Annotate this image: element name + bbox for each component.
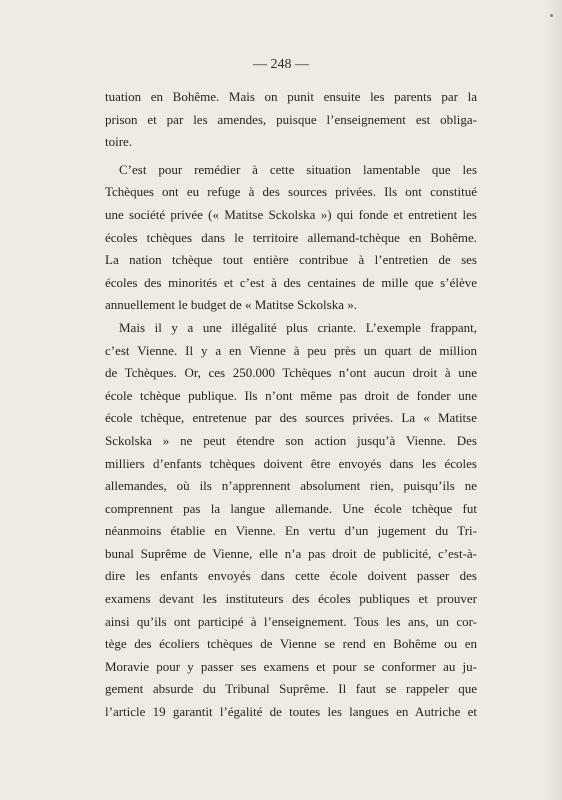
page-number: — 248 — xyxy=(253,57,309,72)
page-edge-shadow xyxy=(544,0,562,800)
text-line: toire. xyxy=(105,134,133,150)
text-line: prison et par les amendes, puisque l’enseignement est obliga- xyxy=(105,111,477,127)
text-line: écoles tchèques dans le territoire allemand-tchèque en Bohême. xyxy=(105,229,477,245)
text-line: Tchèques ont eu refuge à des sources privées. Ils ont constitué xyxy=(105,184,477,200)
text-line: Moravie pour y passer ses examens et pour se conformer au ju- xyxy=(105,658,477,674)
text-line: annuellement le budget de « Matitse Sckolska ». xyxy=(105,297,357,313)
text-line: dire les enfants envoyés dans cette école doivent passer des xyxy=(105,568,477,584)
text-line: gement absurde du Tribunal Suprême. Il faut se rappeler que xyxy=(105,681,477,697)
text-line: de Tchèques. Or, ces 250.000 Tchèques n’ont aucun droit à une xyxy=(105,365,477,381)
text-line: c’est Vienne. Il y a en Vienne à peu près un quart de million xyxy=(105,342,477,358)
text-line: ainsi qu’ils ont participé à l’enseignement. Tous les ans, un cor- xyxy=(105,613,477,629)
page-speck xyxy=(550,14,553,17)
body-text xyxy=(105,86,477,724)
text-line: milliers d’enfants tchèques doivent être envoyés dans les écoles xyxy=(105,455,477,471)
text-line: une société privée (« Matitse Sckolska ») qui fonde et entretient les xyxy=(105,206,477,222)
text-line: néanmoins établie en Vienne. En vertu d’un jugement du Tri- xyxy=(105,523,477,539)
text-line: tuation en Bohême. Mais on punit ensuite les parents par la xyxy=(105,89,477,104)
text-line: école tchèque publique. Ils n’ont même pas droit de fonder une xyxy=(105,387,477,403)
text-line: tège des écoliers tchèques de Vienne se rend en Bohême ou en xyxy=(105,636,477,652)
text-line: Mais il y a une illégalité plus criante. L’exemple frappant, xyxy=(119,319,477,335)
text-line: Sckolska » ne peut étendre son action jusqu’à Vienne. Des xyxy=(105,432,477,448)
text-line: comprennent pas la langue allemande. Une école tchèque fut xyxy=(105,500,477,516)
text-line: La nation tchèque tout entière contribue à l’entretien de ses xyxy=(105,252,477,268)
text-line: l’article 19 garantit l’égalité de toutes les langues en Autriche et xyxy=(105,704,477,720)
text-line: écoles des minorités et c’est à des centaines de mille que s’élève xyxy=(105,274,477,290)
text-line: école tchèque, entretenue par des sources privées. La « Matitse xyxy=(105,410,477,426)
text-line: C’est pour remédier à cette situation lamentable que les xyxy=(119,161,477,177)
text-line: examens devant les instituteurs des écoles publiques et prouver xyxy=(105,591,477,607)
text-line: bunal Suprême de Vienne, elle n’a pas droit de publicité, c’est-à- xyxy=(105,545,477,561)
text-line: allemandes, où ils n’apprennent absolument rien, puisqu’ils ne xyxy=(105,478,477,494)
